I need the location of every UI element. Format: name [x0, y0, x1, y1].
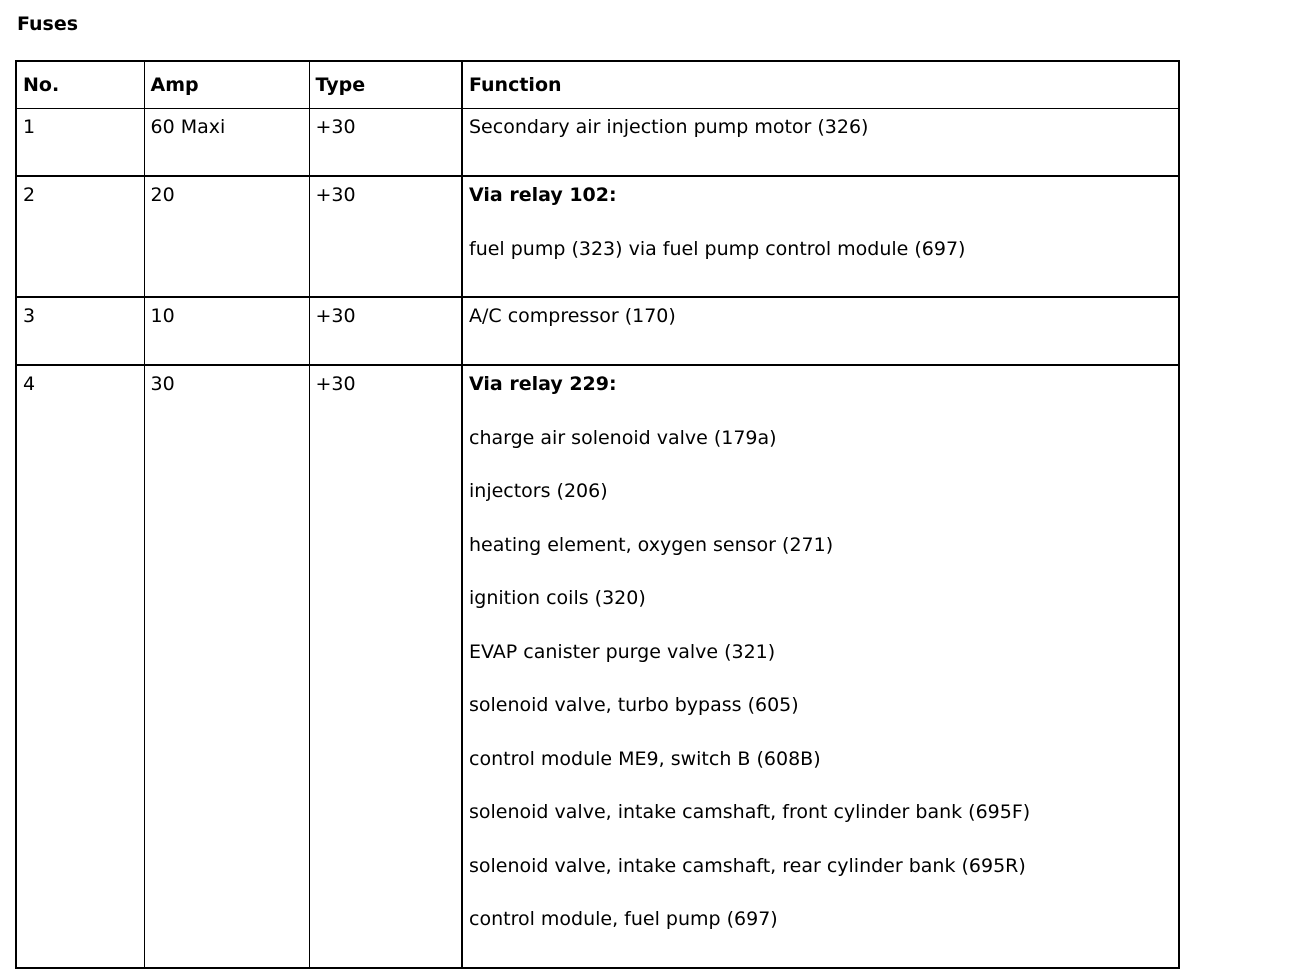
function-line: fuel pump (323) via fuel pump control module (697)	[469, 237, 966, 260]
fuse-type-cell-text: +30	[315, 116, 356, 138]
function-line: solenoid valve, intake camshaft, front cylinder bank (695F)	[469, 801, 1031, 823]
fuse-type-cell	[309, 176, 462, 297]
fuse-number-cell-text: 1	[23, 116, 36, 138]
function-line: solenoid valve, intake camshaft, rear cylinder bank (695R)	[469, 854, 1026, 877]
column-header-function: Function	[462, 61, 1179, 109]
fuse-amp-cell	[144, 176, 309, 297]
fuse-function-cell	[462, 176, 1179, 297]
fuse-type-cell-text: +30	[315, 305, 356, 327]
fuse-type-cell-text: +30	[315, 184, 356, 206]
fuse-number-cell	[16, 365, 144, 968]
column-header-no: No.	[16, 61, 144, 109]
table-row	[16, 297, 1179, 365]
fuse-number-cell-text: 3	[23, 305, 36, 327]
function-line: Secondary air injection pump motor (326)	[469, 116, 869, 138]
fuse-amp-cell-text: 60 Maxi	[150, 116, 226, 138]
fuse-amp-cell-text: 10	[150, 305, 175, 327]
function-line: control module ME9, switch B (608B)	[469, 747, 821, 770]
fuse-type-cell-text: +30	[315, 373, 356, 395]
function-line: A/C compressor (170)	[469, 305, 676, 327]
column-header-type: Type	[309, 61, 462, 109]
fuse-number-cell	[16, 109, 144, 177]
fuse-type-cell	[309, 297, 462, 365]
function-relay-heading: Via relay 102:	[469, 184, 617, 206]
column-header-amp: Amp	[144, 61, 309, 109]
page-title: Fuses	[17, 13, 79, 35]
table-row	[16, 176, 1179, 297]
table-row	[16, 365, 1179, 968]
fuse-amp-cell	[144, 109, 309, 177]
fuse-amp-cell	[144, 297, 309, 365]
fuse-amp-cell-text: 30	[150, 373, 175, 395]
function-line: heating element, oxygen sensor (271)	[469, 533, 834, 556]
fuse-type-cell	[309, 365, 462, 968]
fuse-number-cell-text: 4	[23, 373, 36, 395]
fuse-amp-cell	[144, 365, 309, 968]
fuse-type-cell	[309, 109, 462, 177]
table-row	[16, 109, 1179, 177]
function-line: EVAP canister purge valve (321)	[469, 640, 776, 663]
function-line: solenoid valve, turbo bypass (605)	[469, 694, 799, 716]
fuse-function-cell	[462, 297, 1179, 365]
function-line: injectors (206)	[469, 480, 608, 502]
fuse-amp-cell-text: 20	[150, 184, 175, 206]
function-line: control module, fuel pump (697)	[469, 908, 778, 930]
table-header-row	[16, 61, 1179, 109]
function-relay-heading: Via relay 229:	[469, 373, 617, 395]
function-line: charge air solenoid valve (179a)	[469, 426, 777, 449]
fuse-function-cell	[462, 109, 1179, 177]
fuses-table	[15, 60, 1180, 969]
fuse-number-cell	[16, 176, 144, 297]
fuse-function-cell	[462, 365, 1179, 968]
fuse-number-cell-text: 2	[23, 184, 36, 206]
fuse-number-cell	[16, 297, 144, 365]
function-line: ignition coils (320)	[469, 587, 646, 609]
